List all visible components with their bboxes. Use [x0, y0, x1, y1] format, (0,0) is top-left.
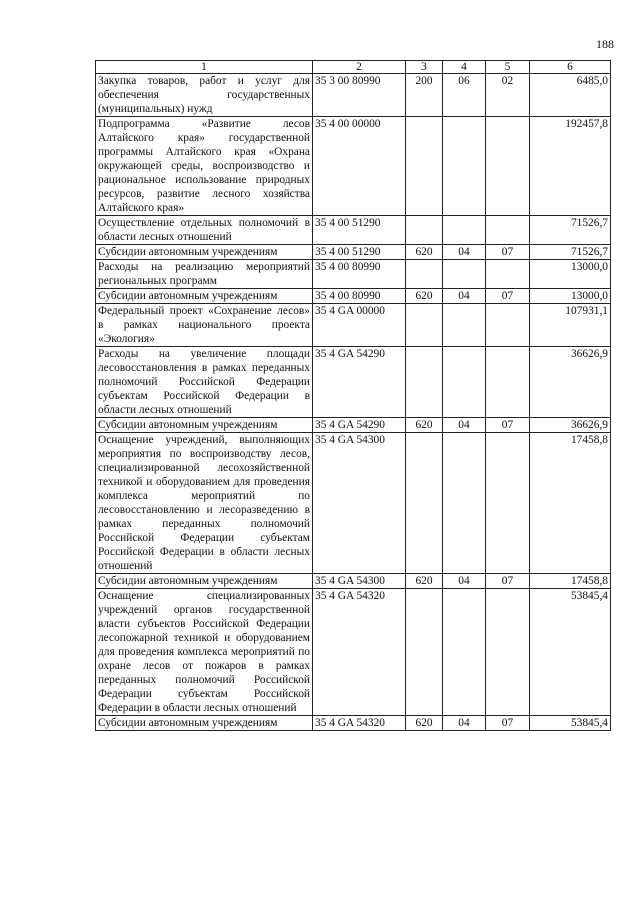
row-rz: 04: [443, 418, 486, 433]
row-code: 35 4 00 51290: [313, 216, 406, 245]
row-vr: 620: [406, 245, 443, 260]
table-row: [96, 304, 611, 347]
row-rz: [443, 347, 486, 418]
row-name: Субсидии автономным учреждениям: [96, 245, 313, 260]
row-name: Оснащение специализированных учреждений органов государственной власти субъектов Российской Федерации лесопожарной техникой и оборудованием для проведения комплекса мероприятий по охране лесов от пожаров в рамках переданных полномочий Российской Федерации субъектам Российской Федерации в области лесных отношений: [96, 589, 313, 716]
row-rz: [443, 117, 486, 216]
column-header: 3: [406, 61, 443, 74]
row-pr: 02: [486, 74, 530, 117]
row-code: 35 4 GA 54290: [313, 418, 406, 433]
row-pr: [486, 117, 530, 216]
row-code: 35 4 00 51290: [313, 245, 406, 260]
row-name: Подпрограмма «Развитие лесов Алтайского края» государственной программы Алтайского края «Охрана окружающей среды, воспроизводство и рациональное использование природных ресурсов, развитие лесного хозяйства Алтайского края»: [96, 117, 313, 216]
row-rz: 06: [443, 74, 486, 117]
row-rz: [443, 260, 486, 289]
row-vr: [406, 304, 443, 347]
column-header: 6: [530, 61, 611, 74]
row-vr: [406, 117, 443, 216]
table-row: [96, 574, 611, 589]
row-vr: [406, 347, 443, 418]
table-row: [96, 433, 611, 574]
row-amount: 17458,8: [530, 574, 611, 589]
row-amount: 13000,0: [530, 260, 611, 289]
row-name: Субсидии автономным учреждениям: [96, 574, 313, 589]
row-vr: [406, 589, 443, 716]
row-code: 35 4 00 80990: [313, 260, 406, 289]
table-row: [96, 716, 611, 731]
column-header: 4: [443, 61, 486, 74]
row-name: Федеральный проект «Сохранение лесов» в рамках национального проекта «Экология»: [96, 304, 313, 347]
row-code: 35 4 GA 54300: [313, 574, 406, 589]
header-row: [96, 61, 611, 74]
row-code: 35 4 GA 54320: [313, 589, 406, 716]
row-pr: [486, 304, 530, 347]
row-rz: [443, 216, 486, 245]
row-code: 35 4 GA 00000: [313, 304, 406, 347]
row-vr: 620: [406, 289, 443, 304]
row-vr: 200: [406, 74, 443, 117]
row-amount: 53845,4: [530, 716, 611, 731]
table-row: [96, 418, 611, 433]
table-row: [96, 289, 611, 304]
row-rz: 04: [443, 289, 486, 304]
row-rz: 04: [443, 245, 486, 260]
row-vr: 620: [406, 418, 443, 433]
row-pr: 07: [486, 289, 530, 304]
row-rz: 04: [443, 574, 486, 589]
row-name: Осуществление отдельных полномочий в области лесных отношений: [96, 216, 313, 245]
table-row: [96, 216, 611, 245]
row-name: Субсидии автономным учреждениям: [96, 289, 313, 304]
row-rz: [443, 433, 486, 574]
row-amount: 36626,9: [530, 347, 611, 418]
row-amount: 192457,8: [530, 117, 611, 216]
row-code: 35 4 GA 54290: [313, 347, 406, 418]
table-row: [96, 260, 611, 289]
table-row: [96, 245, 611, 260]
column-header: 2: [313, 61, 406, 74]
row-amount: 17458,8: [530, 433, 611, 574]
row-name: Расходы на увеличение площади лесовосстановления в рамках переданных полномочий Российской Федерации субъектам Российской Федерации в области лесных отношений: [96, 347, 313, 418]
row-name: Закупка товаров, работ и услуг для обеспечения государственных (муниципальных) нужд: [96, 74, 313, 117]
row-amount: 71526,7: [530, 245, 611, 260]
row-amount: 13000,0: [530, 289, 611, 304]
row-code: 35 4 GA 54320: [313, 716, 406, 731]
row-pr: 07: [486, 716, 530, 731]
row-code: 35 4 00 80990: [313, 289, 406, 304]
row-vr: 620: [406, 574, 443, 589]
row-pr: [486, 433, 530, 574]
table-row: [96, 589, 611, 716]
table-row: [96, 347, 611, 418]
column-header: 5: [486, 61, 530, 74]
column-header: 1: [96, 61, 313, 74]
row-pr: [486, 347, 530, 418]
row-code: 35 4 00 00000: [313, 117, 406, 216]
table-row: [96, 117, 611, 216]
row-amount: 6485,0: [530, 74, 611, 117]
row-pr: [486, 260, 530, 289]
row-name: Расходы на реализацию мероприятий региональных программ: [96, 260, 313, 289]
row-pr: [486, 216, 530, 245]
row-amount: 71526,7: [530, 216, 611, 245]
row-vr: 620: [406, 716, 443, 731]
row-pr: [486, 589, 530, 716]
table-row: [96, 74, 611, 117]
row-code: 35 4 GA 54300: [313, 433, 406, 574]
row-rz: [443, 304, 486, 347]
row-amount: 107931,1: [530, 304, 611, 347]
row-amount: 53845,4: [530, 589, 611, 716]
row-vr: [406, 260, 443, 289]
row-name: Субсидии автономным учреждениям: [96, 716, 313, 731]
budget-table: [95, 60, 611, 731]
row-vr: [406, 433, 443, 574]
row-amount: 36626,9: [530, 418, 611, 433]
row-pr: 07: [486, 418, 530, 433]
row-pr: 07: [486, 245, 530, 260]
row-name: Субсидии автономным учреждениям: [96, 418, 313, 433]
row-code: 35 3 00 80990: [313, 74, 406, 117]
row-rz: [443, 589, 486, 716]
row-vr: [406, 216, 443, 245]
row-pr: 07: [486, 574, 530, 589]
row-rz: 04: [443, 716, 486, 731]
page-number: 188: [596, 37, 614, 51]
row-name: Оснащение учреждений, выполняющих мероприятия по воспроизводству лесов, специализированной лесохозяйственной техникой и оборудованием для проведения комплекса мероприятий по лесовосстановлению и лесоразведению в рамках переданных полномочий Российской Федерации субъектам Российской Федерации в области лесных отношений: [96, 433, 313, 574]
